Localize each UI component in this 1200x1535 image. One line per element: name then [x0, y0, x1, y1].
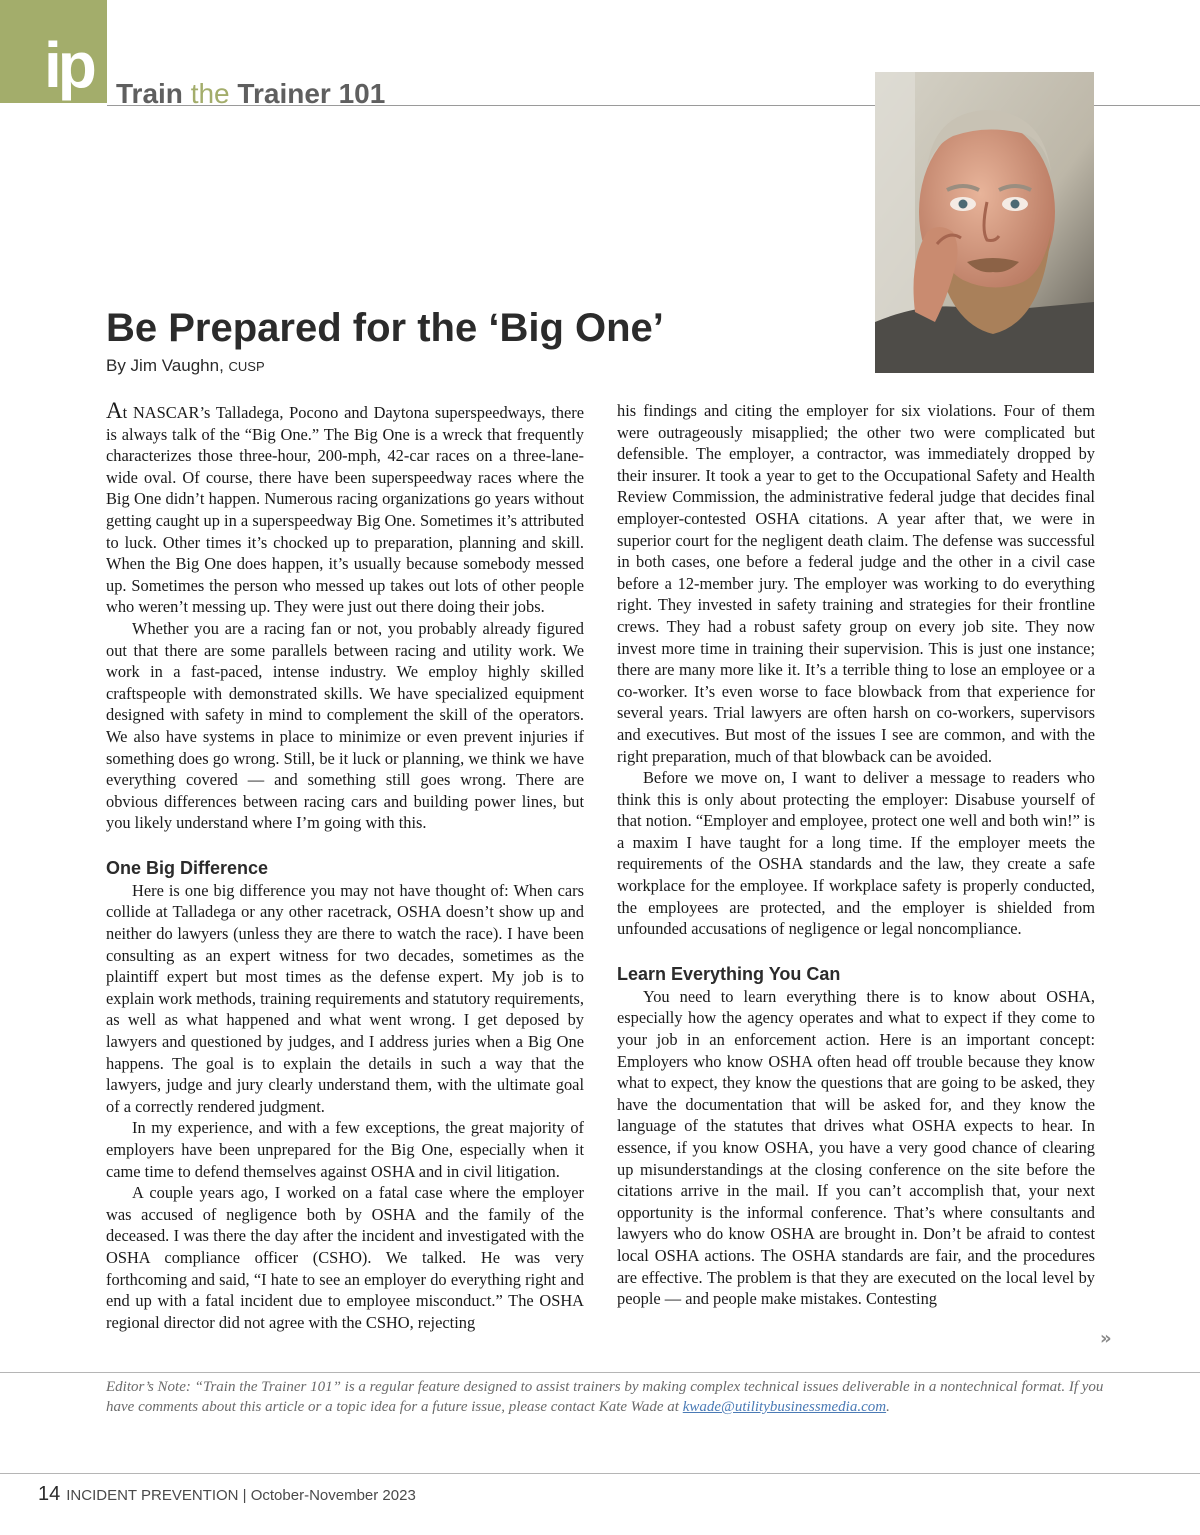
section-heading: Learn Everything You Can — [617, 963, 841, 984]
editor-note-rule — [0, 1372, 1200, 1373]
editor-note-end: . — [886, 1399, 890, 1415]
paragraph: You need to learn everything there is to know about OSHA, especially how the agency operates and what to expect if they come to your job in an enforcement action. Here is an important concept: Employers who know OSHA often head off trouble because they know what to expect, they know the questions that are going to be asked, they have the documentation that will be asked for, and they know the language of the statutes that drives what OSHA expects to hear. In essence, if you know OSHA, you have a very good chance of clearing up misunderstandings at the closing conference on the site before the citations arrive in the mail. If you can’t accomplish that, your next opportunity is the informal conference. That’s where consultants and lawyers who do know OSHA are brought in. Don’t be afraid to contest local OSHA actions. The OSHA standards are fair, and the procedures are effective. The problem is that they are executed on the local level by people — and people make mistakes. Contesting — [617, 986, 1095, 1309]
publication-info: INCIDENT PREVENTION | October-November 2023 — [66, 1487, 416, 1504]
editor-email-link[interactable]: kwade@utilitybusinessmedia.com — [682, 1399, 887, 1415]
series-title — [116, 78, 385, 110]
footer-rule — [0, 1473, 1200, 1474]
editor-note — [106, 1377, 1106, 1417]
section-heading: One Big Difference — [106, 857, 269, 878]
article-column-right — [617, 400, 1095, 1310]
byline — [106, 355, 265, 378]
editor-note-text: Editor’s Note: “Train the Trainer 101” is a regular feature designed to assist trainers by making complex technical issues deliverable in a nontechnical format. If you have comments about this article or a topic idea for a future issue, please contact Kate Wade at — [106, 1379, 1104, 1415]
series-title-the: the — [190, 78, 230, 109]
byline-credential: CUSP — [228, 359, 265, 374]
continue-arrow-icon: » — [1100, 1328, 1112, 1349]
drop-cap: A — [106, 398, 123, 423]
paragraph: Whether you are a racing fan or not, you probably already figured out that there are some parallels between racing and utility work. We work in a fast-paced, intense industry. We employ highly skilled craftspeople with demonstrated skills. We have specialized equipment designed with safety in mind to complement the skill of the operators. We also have systems in place to minimize or even prevent injuries if something does go wrong. Still, be it luck or planning, we think we have everything covered — and something still goes wrong. There are obvious differences between racing cars and building power lines, but you likely understand where I’m going with this. — [106, 618, 584, 833]
page-number: 14 — [38, 1483, 61, 1505]
paragraph: Before we move on, I want to deliver a message to readers who think this is only about protecting the employer: Disabuse yourself of that notion. “Employer and employee, protect one well and both win!” is a maxim I have taught for a long time. If the employer meets the requirements of the OSHA standards and the law, they create a safe workplace for the employee. If workplace safety is properly conducted, the employees are protected, and the employer is shielded from unfounded accusations of negligence or legal noncompliance. — [617, 768, 1095, 939]
paragraph — [106, 400, 584, 618]
brand-logo: ip — [44, 29, 93, 101]
byline-author: By Jim Vaughn, — [106, 356, 224, 375]
paragraph: In my experience, and with a few exceptions, the great majority of employers have been unprepared for the Big One, especially when it came time to defend themselves against OSHA and in civil litigation. — [106, 1118, 584, 1181]
series-title-trainer: Trainer 101 — [237, 78, 386, 109]
series-title-train: Train — [116, 78, 183, 109]
page-footer — [38, 1483, 416, 1507]
paragraph-text: t NASCAR’s Talladega, Pocono and Daytona superspeedways, there is always talk of the “Big One.” The Big One is a wreck that frequently characterizes those three-hour, 200-mph, 42-car races on a three-lane-wide oval. Of course, there have been superspeedway races where the Big One didn’t happen. Numerous racing organizations go years without getting caught up in a superspeedway Big One. Sometimes it’s attributed to luck. Other times it’s chocked up to preparation, planning and skill. When the Big One does happen, it’s usually because somebody messed up. Sometimes the person who messed up takes out lots of other people who weren’t messing up. They were just out there doing their jobs. — [106, 403, 584, 617]
paragraph: his findings and citing the employer for six violations. Four of them were outrageously misapplied; the other two were complicated but defensible. The employer, a contractor, was immediately dropped by their insurer. It took a year to get to the Occupational Safety and Health Review Commission, the administrative federal judge that decides final employer-contested OSHA citations. A year after that, we were in superior court for the negligent death claim. The defense was successful in both cases, one before a federal judge and the other in a civil case before a 12-member jury. The employer was working to do everything right. They invested in safety training and strategies for their frontline crews. They had a robust safety group on every job site. They now invest more time in training their supervision. This is just one instance; there are many more like it. It’s a terrible thing to lose an employee or a co-worker. It’s even worse to face blowback from that experience for several years. Trial lawyers are often harsh on co-workers, supervisors and executives. But most of the issues I see are common, and with the right preparation, much of that blowback can be avoided. — [617, 401, 1095, 766]
paragraph: Here is one big difference you may not have thought of: When cars collide at Talladega or any other racetrack, OSHA doesn’t show up and neither do lawyers (unless they are there to watch the race). I have been consulting as an expert witness for two decades, sometimes as the plaintiff expert but most times as the defense expert. My job is to explain work methods, training requirements and statutory requirements, as well as what happened and what went wrong. I get deposed by lawyers and questioned by judges, and I address juries when a Big One happens. The goal is to explain the details in such a way that the lawyers, judge and jury clearly understand them, with the ultimate goal of a correctly rendered judgment. — [106, 880, 584, 1116]
article-column-left — [106, 400, 584, 1333]
paragraph: A couple years ago, I worked on a fatal case where the employer was accused of negligence both by OSHA and the family of the deceased. I was there the day after the incident and investigated with the OSHA compliance officer (CSHO). We talked. He was very forthcoming and said, “I hate to see an employer do everything right and end up with a fatal incident due to employee misconduct.” The OSHA regional director did not agree with the CSHO, rejecting — [106, 1183, 584, 1332]
author-photo — [875, 72, 1094, 373]
article-title: Be Prepared for the ‘Big One’ — [106, 306, 664, 350]
